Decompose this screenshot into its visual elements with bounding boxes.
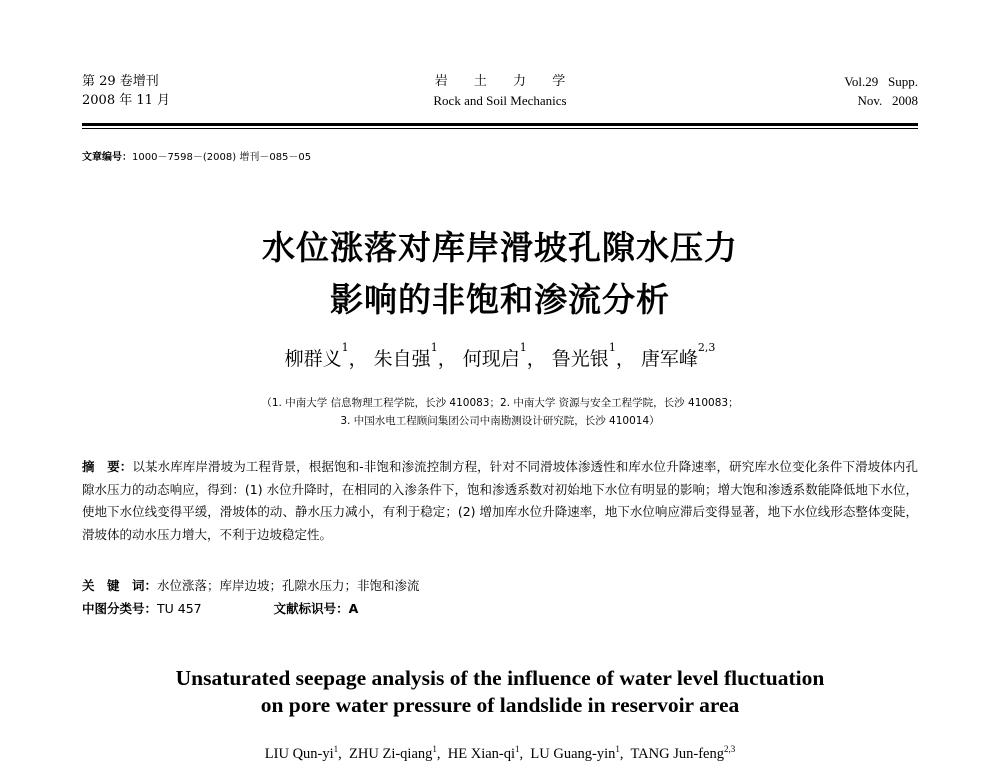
article-number-value: 1000－7598－(2008) 增刊－085－05	[132, 152, 312, 163]
title-cn-line1: 水位涨落对库岸滑坡孔隙水压力	[262, 228, 738, 267]
title-cn-line2: 影响的非饱和渗流分析	[330, 280, 670, 319]
keywords-label: 关 键 词：	[82, 578, 158, 593]
date-cn: 2008 年 11 月	[82, 93, 171, 108]
author-cn: 柳群义$^1$	[284, 341, 349, 370]
clc-label: 中图分类号：	[82, 601, 158, 616]
author-en: ZHU Zi-qiang$^1$	[349, 744, 437, 762]
doc-code-value: A	[348, 601, 359, 616]
volume-cn: 第 29 卷增刊	[82, 74, 159, 89]
doc-code-label: 文献标识号：	[273, 601, 349, 616]
abstract-cn	[82, 456, 918, 546]
date-en: Nov. 2008	[857, 93, 918, 108]
author-en: LIU Qun-$yi^1$	[264, 744, 339, 762]
author-en: TANG Jun-feng$^{2,3}$	[630, 744, 736, 762]
article-number-label: 文章编号：	[82, 152, 132, 163]
title-cn	[0, 222, 1000, 326]
header-rule-thin	[82, 128, 918, 129]
article-number	[82, 148, 311, 163]
header-rule-thick	[82, 123, 918, 126]
affiliations-line1: （1. 中南大学 信息物理工程学院，长沙 410083；2. 中南大学 资源与安全工程学院，长沙 410083；	[261, 397, 739, 409]
title-en	[0, 665, 1000, 719]
title-en-line2: on pore water pressure of landslide in reservoir area	[260, 693, 740, 717]
volume-en	[844, 72, 918, 110]
journal-name-cn: 岩 土 力 学	[434, 74, 566, 89]
author-en: HE Xian-$qi^1$	[447, 744, 520, 762]
authors-cn: 柳群义$^1$， 朱自强$^1$， 何现启$^1$， 鲁光银$^1$， 唐军峰$^{2,3}$	[284, 341, 716, 370]
affiliations	[0, 394, 1000, 430]
keywords-text: 水位涨落；库岸边坡；孔隙水压力；非饱和渗流	[157, 578, 420, 593]
classification	[82, 599, 358, 617]
journal-name	[82, 72, 918, 110]
author-cn: 朱自强$^1$	[373, 341, 438, 370]
author-cn: 唐军峰$^{2,3}$	[640, 341, 716, 370]
title-en-line1: Unsaturated seepage analysis of the influence of water level fluctuation	[175, 666, 825, 690]
abstract-label: 摘 要：	[82, 459, 133, 474]
author-en: LU Guang-yin$^1$	[530, 744, 620, 762]
abstract-text: 以某水库库岸滑坡为工程背景，根据饱和-非饱和渗流控制方程，针对不同滑坡体渗透性和库水位升降速率，研究库水位变化条件下滑坡体内孔隙水压力的动态响应，得到：(1) 水位升降时，在相同的入渗条件下，饱和渗透系数对初始地下水位有明显的影响；增大饱和渗透系数能降低地下水位，使地下水位线变得平缓，滑坡体的动、静水压力减小，有利于稳定；(2) 增加库水位升降速率，地下水位响应滞后变得显著，地下水位线形态整体变陡，滑坡体的动水压力增大，不利于边坡稳定性。	[82, 459, 918, 542]
author-cn: 何现启$^1$	[462, 341, 527, 370]
page-header	[82, 72, 918, 116]
clc-value: TU 457	[157, 601, 202, 616]
journal-name-en: Rock and Soil Mechanics	[433, 93, 567, 108]
volume-supp: Vol.29 Supp.	[844, 74, 918, 89]
affiliations-line2: 3. 中国水电工程顾问集团公司中南勘测设计研究院，长沙 410014）	[340, 415, 660, 427]
authors-en: LIU Qun-$yi^1$, ZHU Zi-qiang$^1$, HE Xian-$qi^1$, LU Guang-yin$^1$, TANG Jun-feng$^{2,3}$	[264, 744, 736, 762]
keywords	[82, 576, 420, 594]
author-cn: 鲁光银$^1$	[551, 341, 616, 370]
